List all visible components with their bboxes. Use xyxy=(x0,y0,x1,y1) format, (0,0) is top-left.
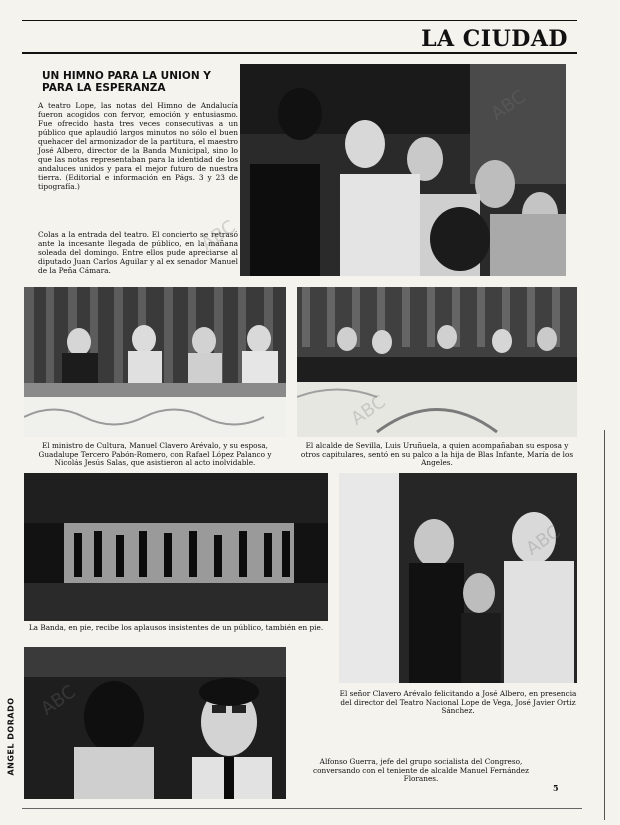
watermark-abc-5: ABC xyxy=(487,86,530,125)
photo-minister-box xyxy=(24,287,286,397)
photo4-caption: La Banda, en pie, recibe los aplausos insistentes de un público, también en pie. xyxy=(28,623,324,632)
photo-mayor-box-balcony xyxy=(297,382,577,437)
header-rule-bottom xyxy=(22,52,577,54)
page-number: 5 xyxy=(553,783,559,793)
photo6-caption: Alfonso Guerra, jefe del grupo socialista del Congreso, conversando con el teniente de alcalde Manuel Fernández Floranes. xyxy=(313,757,529,784)
bottom-rule xyxy=(22,808,582,809)
photo5-caption: El señor Clavero Arévalo felicitando a José Albero, en presencia del director del Teatro Nacional Lope de Vega, José Javier Ortiz Sánchez. xyxy=(339,689,577,716)
photo-band-stage xyxy=(24,473,328,621)
photographer-name: ANGEL DORADO xyxy=(6,697,16,776)
article-headline: UN HIMNO PARA LA UNION Y PARA LA ESPERANZA xyxy=(42,70,211,94)
article-lead: A teatro Lope, las notas del Himno de Andalucía fueron acogidos con fervor, emoción y entusiasmo. Fue ofrecido hasta tres veces consecutivas a un público que aplaudió largos minutos no sólo el buen quehacer del armonizador de la partitura, el maestro José Albero, director de la Banda Municipal, sino lo que las notas representaban para la identidad de los andaluces unidos y para el mejor futuro de nuestra tierra. (Editorial e información en Págs. 3 y 23 de tipografía.) xyxy=(38,101,238,191)
photo-mayor-box xyxy=(297,287,577,382)
watermark-abc-2: ABC xyxy=(197,216,240,255)
photo1-caption: Colas a la entrada del teatro. El concierto se retrasó ante la incesante llegada de público, en la mañana soleada del domingo. Entre ellos pude apreciarse al diputado Juan Carlos Aguilar y al ex senador Manuel de la Peña Cámara. xyxy=(38,230,238,275)
watermark-abc-4: ABC xyxy=(522,521,565,560)
section-title: LA CIUDAD xyxy=(421,26,568,52)
photographer-credit xyxy=(2,697,16,780)
watermark-abc-3: ABC xyxy=(347,391,390,430)
photo-alfonso-guerra xyxy=(24,647,286,799)
watermark-abc-1: ABC xyxy=(37,681,80,720)
photo-congratulation xyxy=(339,473,577,683)
right-edge-line xyxy=(604,430,605,820)
photo-minister-box-balcony xyxy=(24,397,286,437)
header-rule-top xyxy=(22,20,577,21)
photo2-caption: El ministro de Cultura, Manuel Clavero Arévalo, y su esposa, Guadalupe Tercero Pabón-Romero, con Rafael López Palanco y Nicolás Jesús Salas, que asistieron al acto inolvidable. xyxy=(38,441,272,468)
photo3-caption: El alcalde de Sevilla, Luis Uruñuela, a quien acompañaban su esposa y otros capitulares, sentó en su palco a la hija de Blas Infante, María de los Angeles. xyxy=(300,441,574,468)
